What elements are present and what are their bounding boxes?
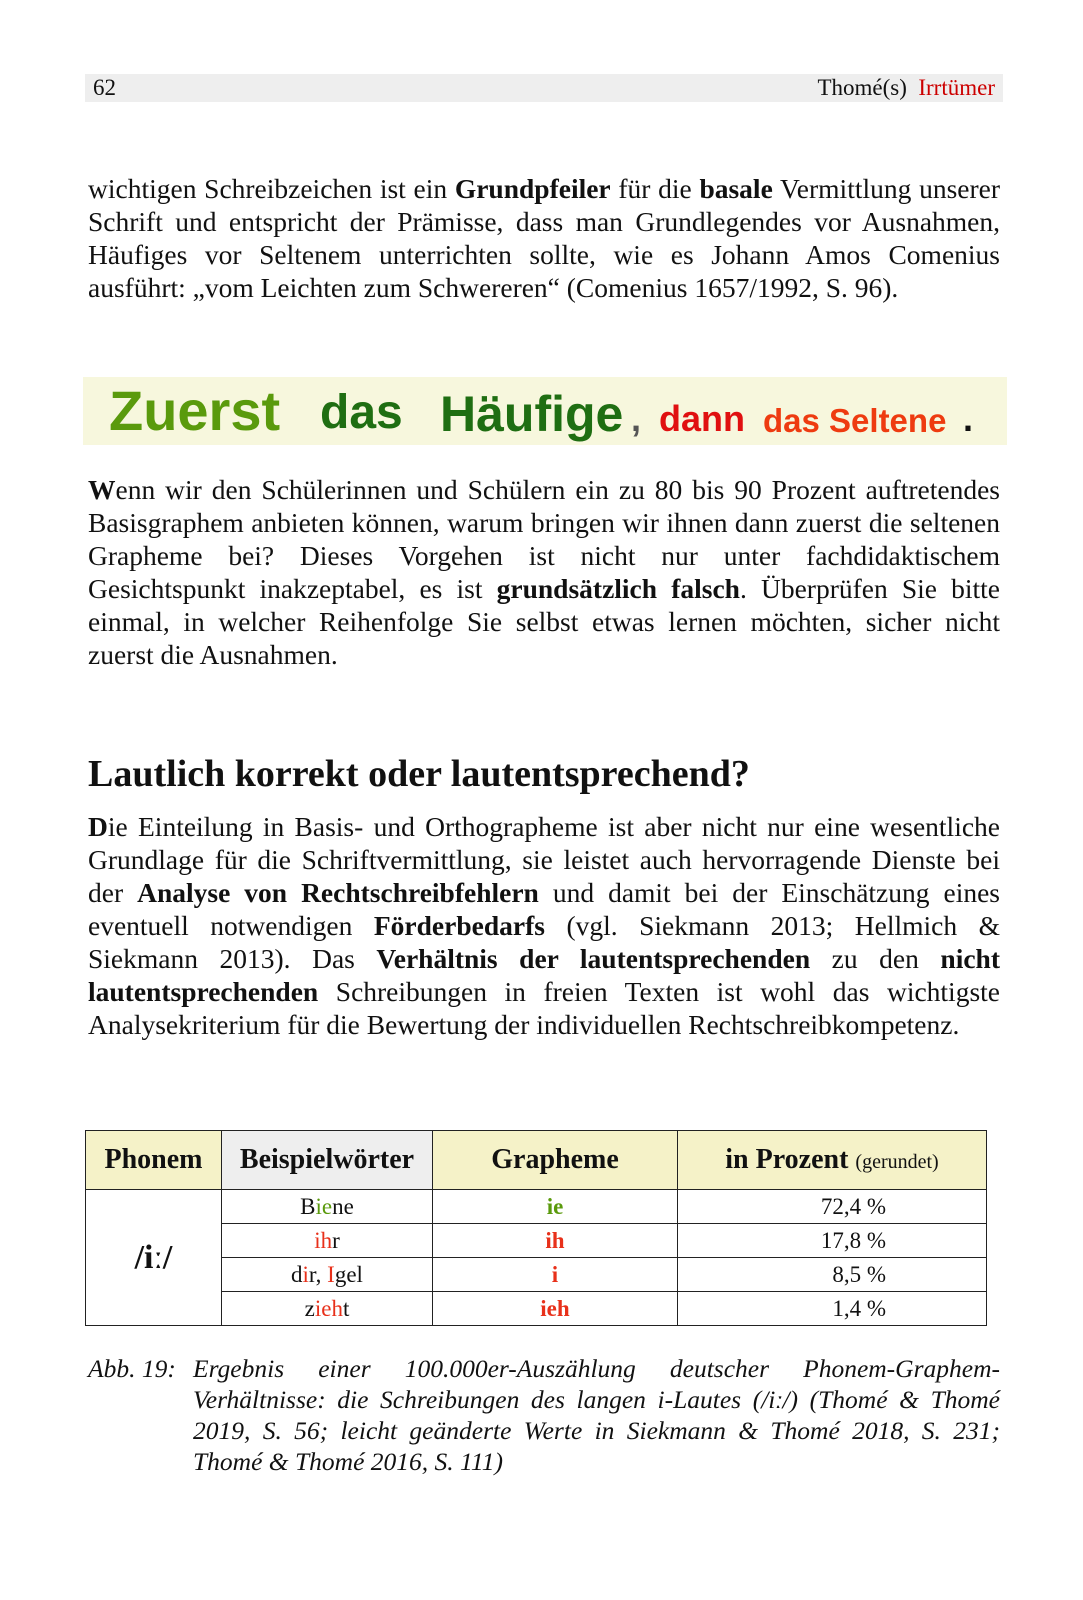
motto-word-haeufige: Häufige (440, 386, 624, 442)
motto-word-dann: dann (659, 398, 745, 439)
grapheme-cell: i (433, 1258, 678, 1292)
caption-text: Ergebnis einer 100.000er-Auszählung deutscher Phonem-Graphem-Verhältnisse: die Schreibungen des langen i-Lautes (/iː/) (Thomé & Thomé 2019, S. 56; leicht geänderte Werte in Siekmann & Thomé 2018, S. 231; Thomé & Thomé 2016, S. 111) (193, 1354, 1000, 1476)
running-header (85, 74, 1003, 102)
percent-cell: 1,4 % (678, 1292, 987, 1326)
header-phonem: Phonem (86, 1131, 222, 1190)
motto-word-zuerst: Zuerst (109, 379, 281, 442)
example-word: dir, Igel (222, 1258, 433, 1292)
example-word: zieht (222, 1292, 433, 1326)
table-row (86, 1292, 987, 1326)
running-title: Thomé(s) Irrtümer (817, 75, 995, 100)
table-header-row (86, 1131, 987, 1190)
motto-word-das: das (320, 386, 403, 439)
motto-period: . (963, 398, 974, 439)
header-beispielwoerter: Beispielwörter (222, 1131, 433, 1190)
drop-initial: D (88, 811, 108, 842)
motto-word-seltene: das Seltene (763, 402, 947, 439)
phonem-cell: /iː/ (86, 1190, 222, 1326)
page-number: 62 (93, 75, 116, 100)
percent-cell: 17,8 % (678, 1224, 987, 1258)
table-row (86, 1258, 987, 1292)
paragraph-haeufig: Wenn wir den Schülerinnen und Schülern ein zu 80 bis 90 Prozent auftretendes Basisgraphem anbieten können, warum bringen wir ihnen dann zuerst die seltenen Grapheme bei? Dieses Vorgehen ist nicht nur unter fachdidaktischem Gesichtspunkt inakzeptabel, es ist grundsätzlich falsch. Überprüfen Sie bitte einmal, in welcher Reihenfolge Sie selbst etwas lernen möchten, sicher nicht zuerst die Ausnahmen. (88, 474, 1001, 670)
example-word: Biene (222, 1190, 433, 1224)
paragraph-comenius: wichtigen Schreibzeichen ist ein Grundpfeiler für die basale Vermittlung unserer Schrift und entspricht der Prämisse, dass man Grundlegendes vor Ausnahmen, Häufiges vor Seltenem unterrichten sollte, wie es Johann Amos Comenius ausführt: „vom Leichten zum Schwereren“ (Comenius 1657/1992, S. 96). (88, 173, 1000, 303)
grapheme-cell: ieh (433, 1292, 678, 1326)
phoneme-grapheme-table (85, 1130, 987, 1326)
paragraph-analyse: Die Einteilung in Basis- und Orthographeme ist aber nicht nur eine wesentliche Grundlage für die Schriftvermittlung, sie leistet auch hervorragende Dienste bei der Analyse von Rechtschreibfehlern und damit bei der Einschätzung eines eventuell notwendigen Förderbedarfs (vgl. Siekmann 2013; Hellmich & Siekmann 2013). Das Verhältnis der lautentsprechenden zu den nicht lautentsprechenden Schreibungen in freien Texten ist wohl das wichtigste Analysekriterium für die Bewertung der individuellen Rechtschreibkompetenz. (88, 811, 1000, 1040)
drop-initial: W (88, 474, 116, 505)
percent-cell: 72,4 % (678, 1190, 987, 1224)
section-heading: Lautlich korrekt oder lautentsprechend? (88, 753, 750, 795)
example-word: ihr (222, 1224, 433, 1258)
running-title-accent: Irrtümer (918, 75, 995, 100)
grapheme-cell: ih (433, 1224, 678, 1258)
grapheme-cell: ie (433, 1190, 678, 1224)
caption-label: Abb. 19: (88, 1354, 176, 1383)
percent-cell: 8,5 % (678, 1258, 987, 1292)
header-grapheme: Grapheme (433, 1131, 678, 1190)
motto-banner (83, 377, 1007, 445)
table-row (86, 1190, 987, 1224)
header-prozent: in Prozent (gerundet) (678, 1131, 987, 1190)
motto-comma: , (631, 398, 642, 439)
table-row (86, 1224, 987, 1258)
